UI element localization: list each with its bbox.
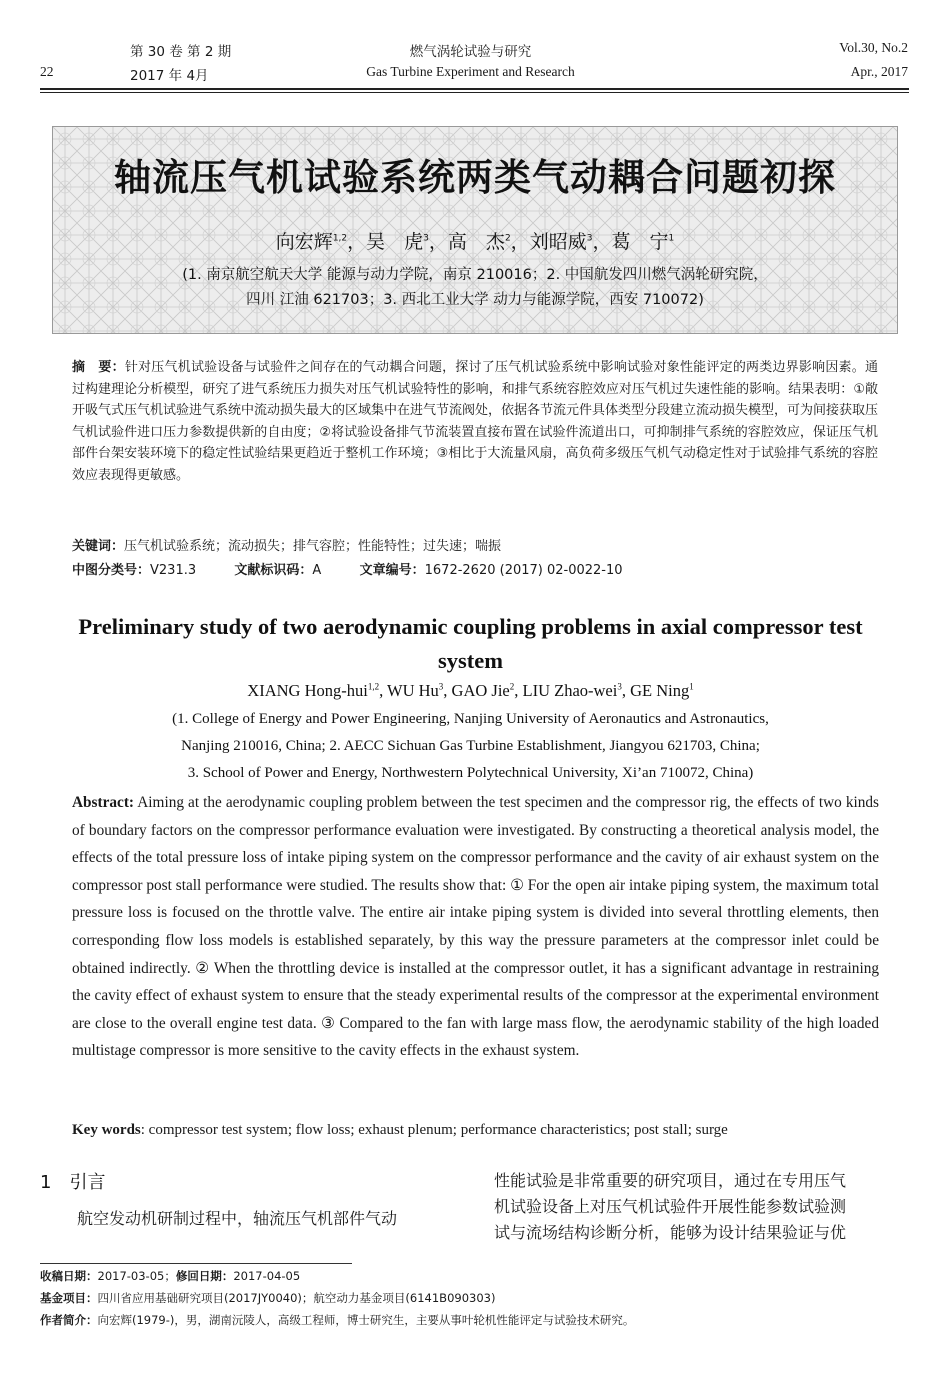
keywords-en (72, 1122, 879, 1139)
author-cn-1: 向宏辉 (275, 231, 333, 253)
fund-value: 四川省应用基础研究项目(2017JY0040)；航空动力基金项目(6141B090303) (97, 1291, 496, 1305)
body-text-left: 航空发动机研制过程中，轴流压气机部件气动 (77, 1209, 398, 1228)
abstract-en (72, 789, 879, 1065)
footnote-author (40, 1312, 634, 1328)
authors-cn: 向宏辉$^{1,2}$，吴 虎$^3$，高 杰$^2$，刘昭威$^3$，葛 宁$^1$ (275, 231, 675, 253)
page-number: 22 (40, 64, 54, 79)
author-en-4: LIU Zhao-wei (522, 681, 618, 700)
article-number-label: 文章编号： (359, 563, 425, 578)
abstract-cn (72, 357, 878, 487)
author-cn-4: 刘昭威 (529, 231, 587, 253)
affiliation-en-line3: 3. School of Power and Energy, Northwestern Polytechnical University, Xi’an 710072, China) (187, 765, 754, 781)
author-en-5: GE Ning (630, 681, 690, 700)
revised-label: 修回日期： (175, 1269, 234, 1283)
author-en-3-affil: 2 (509, 681, 515, 692)
revised-value: 2017-04-05 (233, 1269, 301, 1283)
abstract-en-text: Aiming at the aerodynamic coupling problem between the test specimen and the compressor rig, the effects of two kinds of boundary factors on the compressor performance evaluation were investigated. By constructing a theoretical analysis model, the effects of the total pressure loss of intake piping system on the compressor performance and the cavity of air exhaust system on the compressor post stall performance were studied. The results show that: ① For the open air intake piping system, the maximum total pressure loss is focused on the throttle valve. The entire air intake piping system is divided into several throttling elements, then corresponding flow loss models is established separately, by this way the pressure parameters at the compressor inlet could be obtained indirectly. ② When the throttling device is installed at the compressor outlet, it has a significant advantage in restraining the cavity effect of exhaust system to ensure that the steady experimental results of the compressor at the experimental environment are close to the overall engine test data. ③ Compared to the fan with large mass flow, the aerodynamic stability of the high loaded multistage compressor is more sensitive to the cavity effects in the exhaust system. (72, 794, 879, 1060)
author-cn-3: 高 杰 (447, 231, 505, 253)
author-en-1: XIANG Hong-hui (247, 681, 368, 700)
abstract-cn-label: 摘 要： (72, 360, 125, 375)
author-bio-label: 作者简介： (40, 1313, 98, 1327)
author-bio-value: 向宏辉(1979-)，男，湖南沅陵人，高级工程师，博士研究生，主要从事叶轮机性能评定与试验技术研究。 (97, 1313, 635, 1327)
author-en-5-affil: 1 (689, 681, 694, 692)
author-en-2: WU Hu (387, 681, 439, 700)
volume-en: Vol.30, No.2 (839, 40, 908, 55)
affiliation-cn-line2: 四川 江油 621703；3. 西北工业大学 动力与能源学院，西安 710072) (246, 292, 704, 308)
affiliation-cn-line1: (1. 南京航空航天大学 能源与动力学院，南京 210016；2. 中国航发四川燃气涡轮研究院， (182, 267, 768, 283)
keywords-en-label: Key words (72, 1122, 141, 1138)
footnote-fund (40, 1290, 495, 1306)
clc-value: V231.3 (150, 563, 197, 578)
received-label: 收稿日期： (40, 1269, 98, 1283)
volume-cn: 第 30 卷 第 2 期 (130, 44, 232, 60)
article-number-value: 1672-2620 (2017) 02-0022-10 (424, 563, 623, 578)
keywords-cn-text: 压气机试验系统；流动损失；排气容腔；性能特性；过失速；喘振 (124, 539, 502, 554)
doc-code-label: 文献标识码： (234, 563, 313, 578)
author-cn-5: 葛 宁 (611, 231, 669, 253)
footnote-rule (40, 1263, 352, 1264)
author-en-2-affil: 3 (438, 681, 444, 692)
abstract-cn-text: 针对压气机试验设备与试验件之间存在的气动耦合问题，探讨了压气机试验系统中影响试验对象性能评定的两类边界影响因素。通过构建理论分析模型，研究了进气系统压力损失对压气机试验特性的影响，和排气系统容腔效应对压气机过失速性能的影响。结果表明：①敞开吸气式压气机试验进气系统中流动损失最大的区域集中在进气节流阀处，依据各节流元件具体类型分段建立流动损失模型，可为间接获取压气机试验件进口压力参数提供新的自由度；②将试验设备排气节流装置直接布置在试验件流道出口，可抑制排气系统的容腔效应，保证压气机部件台架安装环境下的稳定性试验结果更趋近于整机工作环境；③相比于大流量风扇，高负荷多级压气机气动稳定性对于试验排气系统的容腔效应表现得更敏感。 (72, 360, 879, 483)
author-cn-1-affil: 1,2 (332, 233, 348, 244)
author-cn-3-affil: 2 (504, 233, 511, 244)
author-cn-2: 吴 虎 (366, 231, 424, 253)
author-en-4-affil: 3 (617, 681, 622, 692)
affiliation-en-line2: Nanjing 210016, China; 2. AECC Sichuan Gas Turbine Establishment, Jiangyou 621703, China; (181, 738, 760, 754)
author-cn-2-affil: 3 (423, 233, 429, 244)
abstract-en-label: Abstract: (72, 794, 135, 811)
author-en-1-affil: 1,2 (367, 681, 380, 692)
header-rule-thin (40, 92, 909, 93)
affiliation-en-line1: (1. College of Energy and Power Engineering, Nanjing University of Aeronautics and Astronautics, (172, 711, 769, 727)
author-cn-5-affil: 1 (668, 233, 675, 244)
keywords-cn (72, 535, 501, 554)
body-right-line: 试与流场结构诊断分析，能够为设计结果验证与优 (494, 1223, 847, 1242)
date-en: Apr., 2017 (850, 64, 908, 79)
header-rule-thick (40, 88, 909, 90)
received-value: 2017-03-05； (97, 1269, 176, 1283)
journal-en: Gas Turbine Experiment and Research (366, 64, 575, 79)
doc-code-value: A (312, 563, 322, 578)
body-right-line: 性能试验是非常重要的研究项目，通过在专用压气 (494, 1171, 847, 1190)
author-en-3: GAO Jie (451, 681, 510, 700)
date-cn: 2017 年 4月 (130, 68, 209, 84)
keywords-en-text: : compressor test system; flow loss; exhaust plenum; performance characteristics; post stall; surge (140, 1122, 728, 1138)
classification-line (72, 559, 623, 578)
fund-label: 基金项目： (40, 1291, 98, 1305)
footnote-dates (40, 1268, 300, 1284)
body-right-line: 机试验设备上对压气机试验件开展性能参数试验测 (494, 1197, 847, 1216)
title-box (52, 126, 898, 334)
title-en: Preliminary study of two aerodynamic coupling problems in axial compressor test system (78, 614, 863, 673)
clc-label: 中图分类号： (72, 563, 151, 578)
title-cn: 轴流压气机试验系统两类气动耦合问题初探 (114, 156, 836, 199)
keywords-cn-label: 关键词： (72, 539, 125, 554)
body-text-right (494, 1168, 912, 1246)
authors-en: XIANG Hong-hui$^{1,2}$, WU Hu$^3$, GAO Jie$^2$, LIU Zhao-wei$^3$, GE Ning$^1$ (247, 681, 694, 700)
section-heading: 1 引言 (40, 1172, 106, 1193)
journal-cn: 燃气涡轮试验与研究 (409, 44, 532, 60)
author-cn-4-affil: 3 (586, 233, 593, 244)
